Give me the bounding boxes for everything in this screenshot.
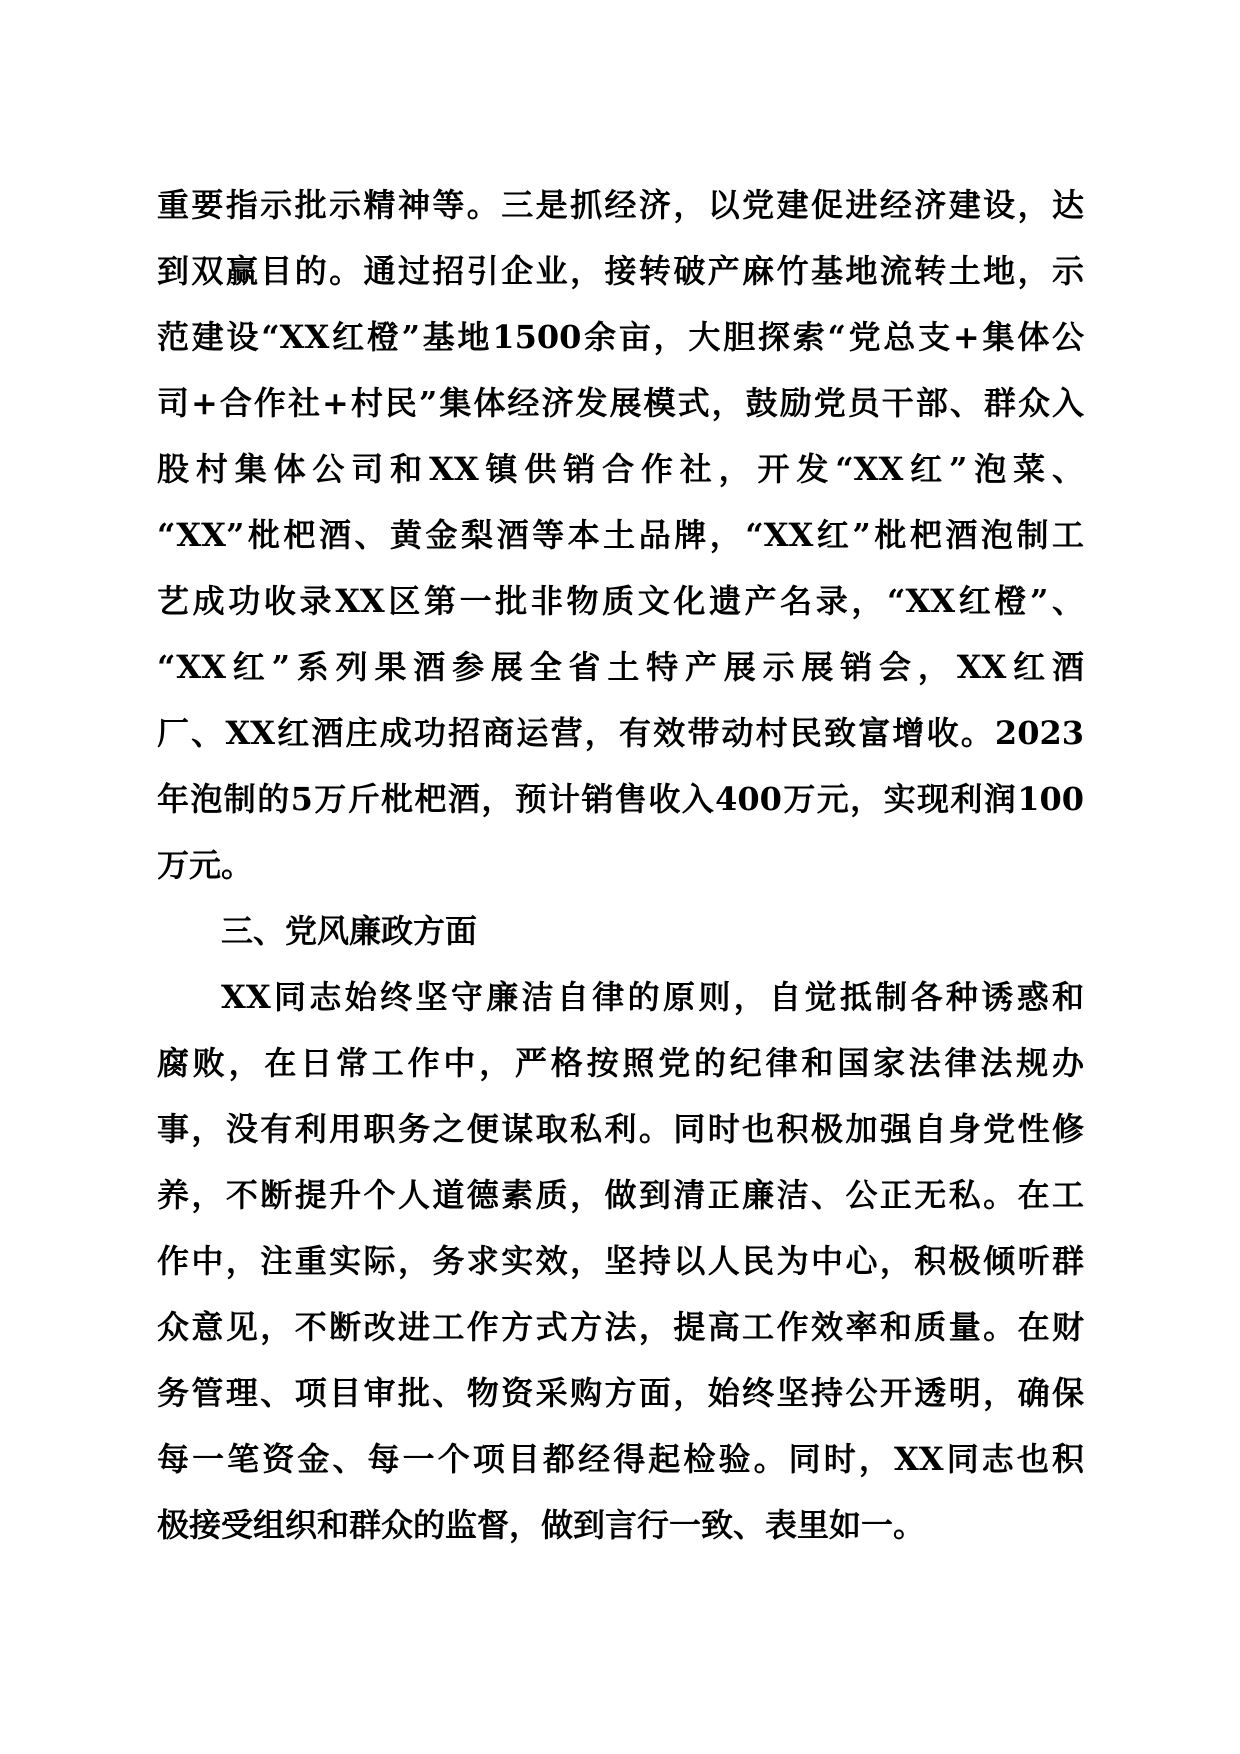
text-line: 务管理、项目审批、物资采购方面，始终坚持公开透明，确保 xyxy=(157,1374,1084,1412)
paragraph-economy xyxy=(157,172,1084,898)
text-line: 每一笔资金、每一个项目都经得起检验。同时，XX同志也积 xyxy=(157,1440,1084,1478)
text-line: 重要指示批示精神等。三是抓经济，以党建促进经济建设，达 xyxy=(157,186,1084,224)
text-line: 事，没有利用职务之便谋取私利。同时也积极加强自身党性修 xyxy=(157,1110,1084,1148)
text-line: 厂、XX红酒庄成功招商运营，有效带动村民致富增收。2023 xyxy=(157,714,1084,752)
text-line: 司+合作社+村民”集体经济发展模式，鼓励党员干部、群众入 xyxy=(157,384,1084,422)
text-line: XX同志始终坚守廉洁自律的原则，自觉抵制各种诱惑和 xyxy=(221,978,1084,1016)
document-page xyxy=(157,172,1084,1558)
text-line: 作中，注重实际，务求实效，坚持以人民为中心，积极倾听群 xyxy=(157,1242,1084,1280)
text-line: 养，不断提升个人道德素质，做到清正廉洁、公正无私。在工 xyxy=(157,1176,1084,1214)
paragraph-integrity xyxy=(157,964,1084,1558)
text-line: “XX”枇杷酒、黄金梨酒等本土品牌，“XX红”枇杷酒泡制工 xyxy=(157,516,1084,554)
text-line: 年泡制的5万斤枇杷酒，预计销售收入400万元，实现利润100 xyxy=(157,780,1084,818)
text-line: 艺成功收录XX区第一批非物质文化遗产名录，“XX红橙”、 xyxy=(157,582,1084,620)
text-line: 腐败，在日常工作中，严格按照党的纪律和国家法律法规办 xyxy=(157,1044,1084,1082)
text-line: 众意见，不断改进工作方式方法，提高工作效率和质量。在财 xyxy=(157,1308,1084,1346)
section-heading: 三、党风廉政方面 xyxy=(221,912,478,950)
text-line: “XX红”系列果酒参展全省土特产展示展销会，XX红酒 xyxy=(157,648,1084,686)
text-line: 范建设“XX红橙”基地1500余亩，大胆探索“党总支+集体公 xyxy=(157,318,1084,356)
text-line: 股村集体公司和XX镇供销合作社，开发“XX红”泡菜、 xyxy=(157,450,1084,488)
text-line: 到双赢目的。通过招引企业，接转破产麻竹基地流转土地，示 xyxy=(157,252,1084,290)
text-line: 极接受组织和群众的监督，做到言行一致、表里如一。 xyxy=(157,1506,926,1544)
text-line: 万元。 xyxy=(157,846,254,884)
